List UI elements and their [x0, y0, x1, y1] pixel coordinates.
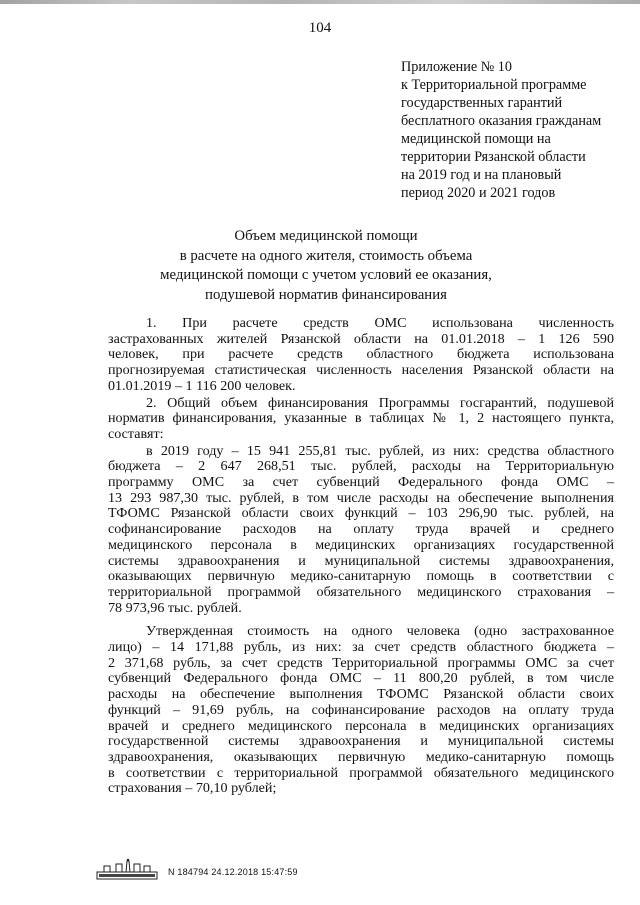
- appendix-line: период 2020 и 2021 годов: [401, 185, 556, 201]
- paragraph-line: 13 293 987,30 тыс. рублей, в том числе расходы на обеспечение выполнения: [108, 489, 614, 506]
- appendix-line: на 2019 год и на плановый: [401, 167, 562, 183]
- paragraph-line: оказывающих первичную медико-санитарную помощь в соответствии с: [108, 568, 614, 585]
- paragraph-3: [108, 444, 614, 617]
- document-title: [100, 227, 552, 305]
- scan-edge: [0, 0, 640, 4]
- paragraph-line: в 2019 году – 15 941 255,81 тыс. рублей, из них: средства областного: [146, 442, 614, 459]
- appendix-line: Приложение № 10: [401, 59, 512, 75]
- paragraph-line: составят:: [108, 425, 164, 442]
- paragraph-line: 2 371,68 рубль, за счет средств Территориальной программы ОМС за счет: [108, 654, 614, 671]
- paragraph-4: [108, 624, 614, 797]
- paragraph-line: здравоохранения, оказывающих первичную медико-санитарную помощь: [108, 748, 614, 765]
- paragraph-line: программу ОМС за счет субвенций Федерального фонда ОМС –: [108, 474, 614, 491]
- paragraph-1: [108, 316, 614, 395]
- paragraph-line: расходы на обеспечение выполнения ТФОМС Рязанской области своих: [108, 686, 614, 703]
- paragraph-line: лицо) – 14 171,88 рубль, из них: за счет средств областного бюджета –: [108, 639, 614, 656]
- appendix-line: медицинской помощи на: [401, 131, 551, 147]
- paragraph-line: страхования – 70,10 рублей;: [108, 780, 277, 797]
- paragraph-line: медицинского персонала в медицинских организациях государственной: [108, 536, 614, 553]
- paragraph-line: ТФОМС Рязанской области своих функций – 103 296,90 тыс. рублей, на: [108, 505, 614, 522]
- paragraph-line: системы здравоохранения и муниципальной системы здравоохранения,: [108, 552, 614, 569]
- paragraph-line: 01.01.2019 – 1 116 200 человек.: [108, 377, 296, 394]
- paragraph-line: норматив финансирования, указанные в таблицах № 1, 2 настоящего пункта,: [108, 410, 614, 427]
- paragraph-line: 78 973,96 тыс. рублей.: [108, 599, 242, 616]
- paragraph-line: в соответствии с территориальной программой обязательного медицинского: [108, 764, 614, 781]
- paragraph-line: застрахованных жителей Рязанской области на 01.01.2018 – 1 126 590: [108, 330, 614, 347]
- registration-number: N 184794 24.12.2018 15:47:59: [168, 866, 298, 877]
- appendix-line: территории Рязанской области: [401, 149, 586, 165]
- title-line: Объем медицинской помощи: [234, 228, 418, 244]
- title-line: подушевой норматив финансирования: [205, 286, 447, 303]
- paragraph-line: 2. Общий объем финансирования Программы госгарантий, подушевой: [146, 394, 614, 411]
- paragraph-line: человек, при расчете средств областного бюджета использована: [108, 346, 614, 363]
- document-body: [108, 316, 614, 798]
- paragraph-line: прогнозируемая статистическая численность населения Рязанской области на: [108, 362, 614, 379]
- appendix-line: бесплатного оказания гражданам: [401, 113, 602, 129]
- document-registry-logo-icon: [96, 858, 158, 885]
- paragraph-line: субвенций Федерального фонда ОМС – 11 800,20 рублей, в том числе: [108, 670, 614, 687]
- paragraph-line: врачей и среднего медицинского персонала в медицинских организациях: [108, 717, 614, 734]
- registration-stamp: [96, 858, 298, 885]
- appendix-header: [401, 58, 636, 202]
- title-line: медицинской помощи с учетом условий ее оказания,: [160, 267, 492, 283]
- appendix-line: к Территориальной программе: [401, 77, 587, 93]
- paragraph-line: территориальной программой обязательного медицинского страхования –: [108, 583, 614, 600]
- paragraph-line: Утвержденная стоимость на одного человека (одно застрахованное: [146, 623, 614, 640]
- title-line: в расчете на одного жителя, стоимость объема: [179, 247, 473, 264]
- paragraph-line: софинансирование расходов на оплату труда врачей и среднего: [108, 521, 614, 538]
- paragraph-line: бюджета – 2 647 268,51 тыс. рублей, расходы на Территориальную: [108, 458, 614, 475]
- appendix-line: государственных гарантий: [401, 95, 563, 111]
- paragraph-2: [108, 396, 614, 443]
- paragraph-line: 1. При расчете средств ОМС использована численность: [146, 315, 614, 331]
- paragraph-line: государственной системы здравоохранения и муниципальной системы: [108, 733, 614, 750]
- page-number: 104: [308, 20, 332, 36]
- paragraph-line: функций – 91,69 рубль, на софинансирование расходов на оплату труда: [108, 701, 614, 718]
